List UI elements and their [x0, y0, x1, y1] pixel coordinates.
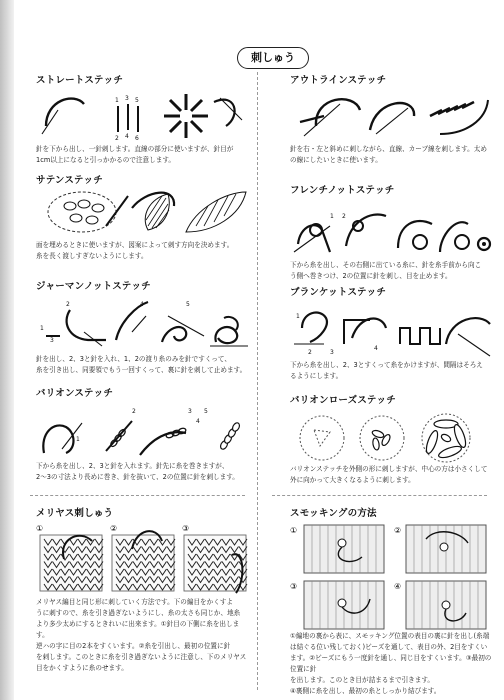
stitch-number: 1 — [330, 213, 334, 220]
smocking-illustration — [290, 519, 495, 631]
stitch-number: 1 — [115, 97, 119, 104]
section-title: ストレートステッチ — [36, 75, 124, 86]
stitch-number: 3 — [125, 95, 129, 102]
section-divider — [30, 495, 245, 496]
french-knot-illustration — [290, 196, 495, 260]
step-number: ② — [394, 526, 402, 535]
straight-stitch-illustration — [36, 86, 251, 144]
stitch-number: 5 — [186, 301, 190, 308]
section-straight-stitch — [36, 72, 251, 166]
satin-stitch-illustration — [36, 186, 251, 240]
meriyasu-illustration — [36, 519, 251, 597]
section-description: 下から糸を出し、2、3とすくって糸をかけますが、間隔はそろえ るようにします。 — [290, 361, 483, 380]
stitch-number: 6 — [135, 135, 139, 142]
section-divider — [272, 495, 487, 496]
stitch-number: 5 — [135, 97, 139, 104]
bullion-rose-illustration — [290, 406, 495, 464]
stitch-number: 1 — [40, 325, 44, 332]
step-number: ④ — [394, 582, 402, 591]
stitch-number: 4 — [140, 301, 144, 308]
stitch-number: 3 — [50, 337, 54, 344]
stitch-number: 3 — [188, 408, 192, 415]
step-number: ③ — [182, 524, 190, 533]
section-meriyasu-embroidery — [36, 505, 251, 674]
blanket-stitch-illustration — [290, 298, 495, 360]
step-number: ② — [110, 524, 118, 533]
stitch-number: 3 — [330, 349, 334, 356]
section-smocking — [290, 505, 495, 697]
bullion-stitch-illustration — [36, 399, 251, 461]
stitch-number: 2 — [132, 408, 136, 415]
section-title: メリヤス刺しゅう — [36, 508, 114, 519]
page-binding-edge — [0, 0, 14, 700]
stitch-number: 1 — [76, 436, 80, 443]
section-blanket-stitch — [290, 284, 495, 382]
section-description: メリヤス編目と同じ形に刺していく方法です。下の編目をかくすよ うに刺すので、糸を引き過ぎないようにし、糸の太さも同じか、地糸 より多少太めにするときれいに出来ます。①針目の下側に糸を出します。 逆ハの字に目の2本をすくいます。②糸を引出し、最初の位置に針 を刺します。このときに糸を引き過ぎないように注意し、下のメリヤス 目をかくすように糸のせます。 — [36, 598, 247, 672]
step-number: ③ — [290, 582, 298, 591]
section-description: バリオンステッチを外側の形に刺しますが、中心の方は小さくして 外に向かって大きくなるように刺します。 — [290, 465, 488, 484]
stitch-number: 4 — [196, 418, 200, 425]
section-description: 針を下から出し、一針刺します。直線の部分に使いますが、針目が 1cm以上になると引っかかるので注意します。 — [36, 145, 234, 164]
stitch-number: 2 — [66, 301, 70, 308]
stitch-number: 4 — [374, 345, 378, 352]
step-number: ① — [290, 526, 298, 535]
section-bullion-rose-stitch — [290, 392, 495, 486]
step-number: ① — [36, 524, 44, 533]
stitch-number: 2 — [308, 349, 312, 356]
section-description: 面を埋めるときに使いますが、図案によって刺す方向を決めます。 糸を長く渡しすぎないようにします。 — [36, 241, 234, 260]
section-description: ①編地の裏から表に、スモッキング位置の表目の裏に針を出し(糸端 は結ぐる位い残しておく)ビーズを通して、表目の外、2目をすくい ます。②ビーズにもう一度針を通し、同じ目をすくいます。③最初の位置に針 を出します。このとき目が詰まるまで引きます。 ④裏側に糸を出し、最初の糸としっかり結びます。 — [290, 632, 492, 695]
stitch-number: 4 — [125, 133, 129, 140]
section-description: 針を出し、2、3と針を入れ、1、2の渡り糸のみを針ですくって、 糸を引き出し、同要領でもう一回すくって、裏に針を刺して止めます。 — [36, 355, 247, 374]
section-satin-stitch — [36, 172, 251, 262]
section-description: 下から糸を出し、その右側に出ている糸に、針を糸手前から向こ う側へ巻きつけ、2の位置に針を刺し、目を止めます。 — [290, 261, 482, 280]
section-title: スモッキングの方法 — [290, 508, 377, 519]
section-german-knot-stitch — [36, 278, 251, 376]
section-title: サテンステッチ — [36, 175, 103, 186]
column-divider — [257, 72, 258, 690]
page-title: 刺しゅう — [237, 47, 309, 69]
section-bullion-stitch — [36, 385, 251, 483]
section-french-knot-stitch — [290, 182, 495, 282]
stitch-number: 5 — [204, 408, 208, 415]
stitch-number: 2 — [342, 213, 346, 220]
stitch-number: 2 — [115, 135, 119, 142]
german-knot-illustration — [36, 292, 251, 354]
section-title: アウトラインステッチ — [290, 75, 387, 86]
section-title: バリオンステッチ — [36, 388, 114, 399]
stitch-number: 1 — [296, 313, 300, 320]
section-description: 針を右・左と斜めに刺しながら、直線、カーブ線を刺します。太め の線にしたいときに使います。 — [290, 145, 487, 164]
outline-stitch-illustration — [290, 86, 495, 144]
section-title: フレンチノットステッチ — [290, 185, 395, 196]
section-title: バリオンローズステッチ — [290, 395, 396, 406]
section-description: 下から糸を出し、2、3と針を入れます。針先に糸を巻きますが、 2〜3の寸法より長めに巻き、針を抜いて、2の位置に針を刺します。 — [36, 462, 239, 481]
section-title: ブランケットステッチ — [290, 287, 387, 298]
section-title: ジャーマンノットステッチ — [36, 281, 151, 292]
section-outline-stitch — [290, 72, 495, 166]
